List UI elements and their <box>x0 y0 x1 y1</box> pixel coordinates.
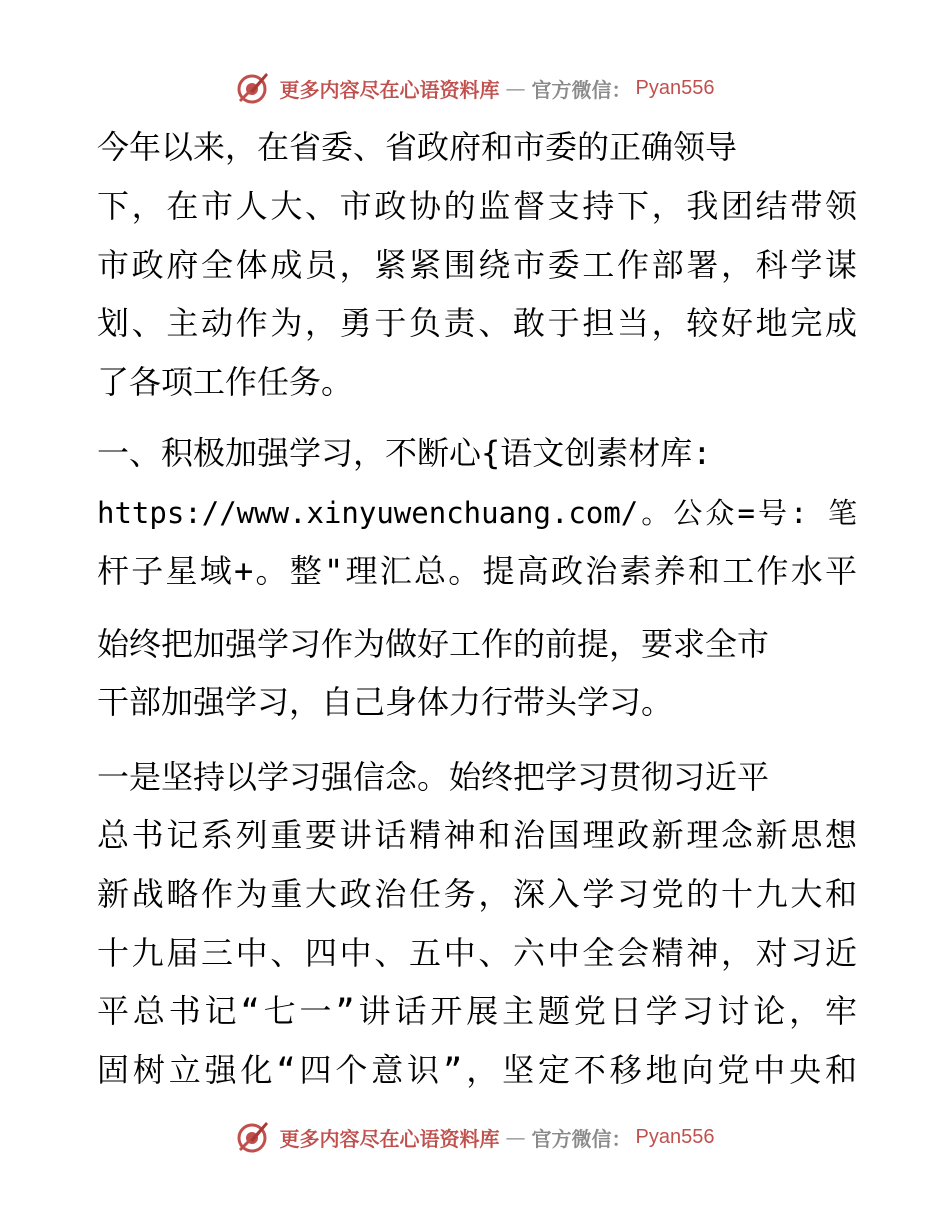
text-line: 固树立强化“四个意识”，坚定不移地向党中央和 <box>97 1051 857 1089</box>
watermark-account: Pyan556 <box>635 76 715 99</box>
text-line: 始终把加强学习作为做好工作的前提，要求全市 <box>97 625 770 663</box>
quill-logo-icon <box>236 71 270 105</box>
watermark-account: Pyan556 <box>635 1125 715 1148</box>
header-watermark <box>0 71 950 111</box>
text-line: 了各项工作任务。 <box>97 363 354 401</box>
text-line: https://www.xinyuwenchuang.com/。公众=号: 笔 <box>97 496 857 530</box>
watermark-wechat-label: 官方微信： <box>531 1126 632 1151</box>
watermark-separator: — <box>505 76 526 100</box>
footer-watermark <box>0 1120 950 1160</box>
text-line: 平总书记“七一”讲话开展主题党日学习讨论，牢 <box>97 992 857 1030</box>
text-line: 下，在市人大、市政协的监督支持下，我团结带领 <box>97 187 857 225</box>
text-line: 市政府全体成员，紧紧围绕市委工作部署，科学谋 <box>97 246 857 284</box>
text-line: 杆子星域+。整"理汇总。提高政治素养和工作水平 <box>97 552 857 590</box>
text-line: 一、积极加强学习，不断心{语文创素材库: <box>97 434 712 472</box>
text-line: 干部加强学习，自己身体力行带头学习。 <box>97 683 674 721</box>
watermark-wechat-label: 官方微信： <box>531 77 632 102</box>
watermark-separator: — <box>505 1125 526 1149</box>
text-line: 今年以来，在省委、省政府和市委的正确领导 <box>97 128 738 166</box>
text-line: 划、主动作为，勇于负责、敢于担当，较好地完成 <box>97 304 857 342</box>
watermark-brand: 更多内容尽在心语资料库 <box>279 1126 500 1151</box>
text-line: 新战略作为重大政治任务，深入学习党的十九大和 <box>97 875 857 913</box>
quill-logo-icon <box>236 1120 270 1154</box>
text-line: 一是坚持以学习强信念。始终把学习贯彻习近平 <box>97 758 770 796</box>
text-line: 十九届三中、四中、五中、六中全会精神，对习近 <box>97 934 857 972</box>
text-line: 总书记系列重要讲话精神和治国理政新理念新思想 <box>97 816 857 854</box>
watermark-brand: 更多内容尽在心语资料库 <box>279 77 500 102</box>
